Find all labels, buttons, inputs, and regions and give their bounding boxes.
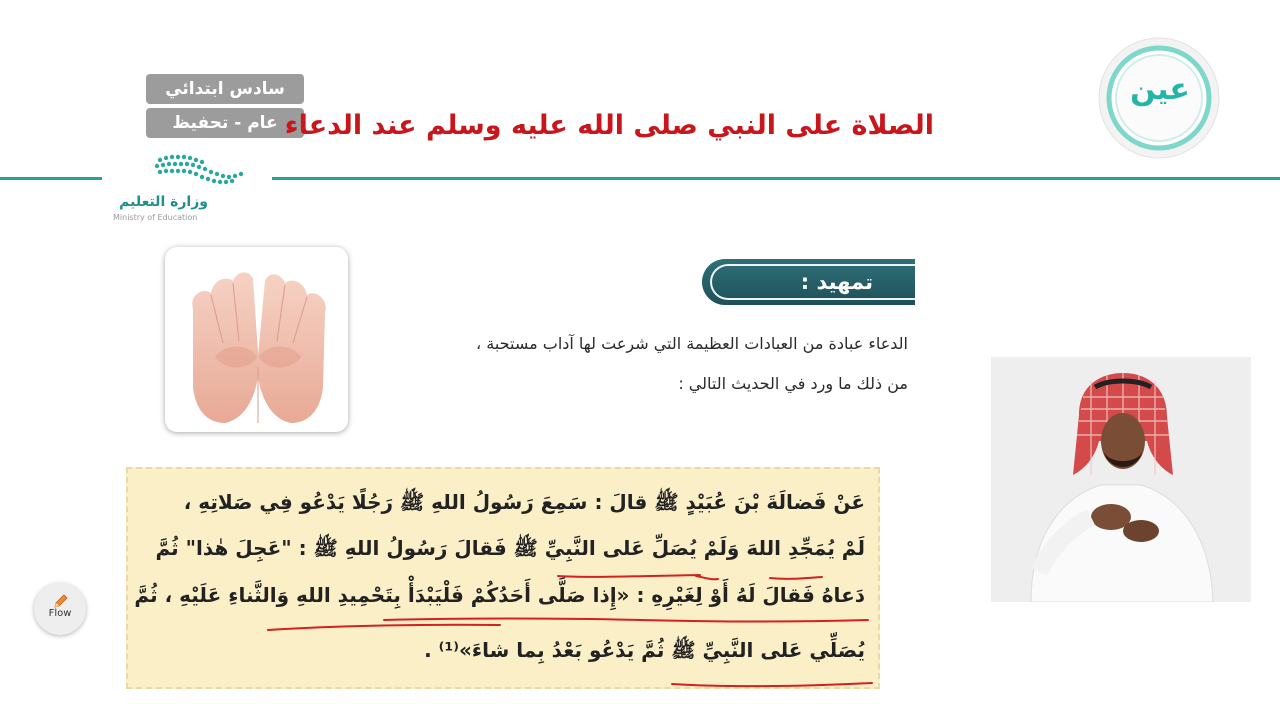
underline-mark — [384, 619, 868, 622]
underline-mark — [770, 577, 822, 579]
intro-text-line: من ذلك ما ورد في الحديث التالي : — [678, 374, 908, 393]
underline-mark — [558, 575, 700, 577]
interpreter-figure — [991, 357, 1251, 602]
intro-text-line: الدعاء عبادة من العبادات العظيمة التي شرعت لها آداب مستحبة ، — [476, 334, 908, 353]
pencil-icon — [53, 593, 69, 609]
underline-mark — [672, 683, 872, 686]
lesson-title: الصلاة على النبي صلى الله عليه وسلم عند الدعاء — [284, 110, 934, 141]
ein-logo-text: عين — [1130, 72, 1190, 107]
hadith-text-line: عَنْ فَضالَةَ بْنَ عُبَيْدٍ ﷺ قالَ : سَمِعَ رَسُولُ اللهِ ﷺ رَجُلًا يَدْعُو فِي صَلاتِهِ ، — [183, 490, 865, 514]
intro-heading: تمهيد : — [800, 270, 873, 294]
hadith-text-line: لَمْ يُمَجِّدِ اللهَ وَلَمْ يُصَلِّ عَلى النَّبِيِّ ﷺ فَقالَ رَسُولُ اللهِ ﷺ : "عَجِلَ هٰذا" ثُمَّ — [155, 536, 865, 560]
hadith-text-line: دَعاهُ فَقالَ لَهُ أَوْ لِغَيْرِهِ : «إِذا صَلَّى أَحَدُكُمْ فَلْيَبْدَأْ بِتَحْمِيدِ اللهِ وَالثَّناءِ عَلَيْهِ ، ثُمَّ — [134, 583, 865, 607]
underline-mark — [696, 576, 718, 579]
flow-button[interactable] — [34, 583, 86, 635]
hadith-text-line: يُصَلِّي عَلى النَّبِيِّ ﷺ ثُمَّ يَدْعُو بَعْدُ بِما شاءَ»⁽¹⁾ . — [424, 638, 865, 662]
ministry-name-en: Ministry of Education — [113, 213, 198, 222]
underline-mark — [268, 625, 500, 630]
ministry-name-ar: وزارة التعليم — [119, 194, 208, 210]
track-badge: عام - تحفيظ — [146, 108, 304, 138]
grade-badge: سادس ابتدائي — [146, 74, 304, 104]
flow-label: Flow — [48, 608, 72, 619]
interpreter-video — [991, 357, 1251, 602]
